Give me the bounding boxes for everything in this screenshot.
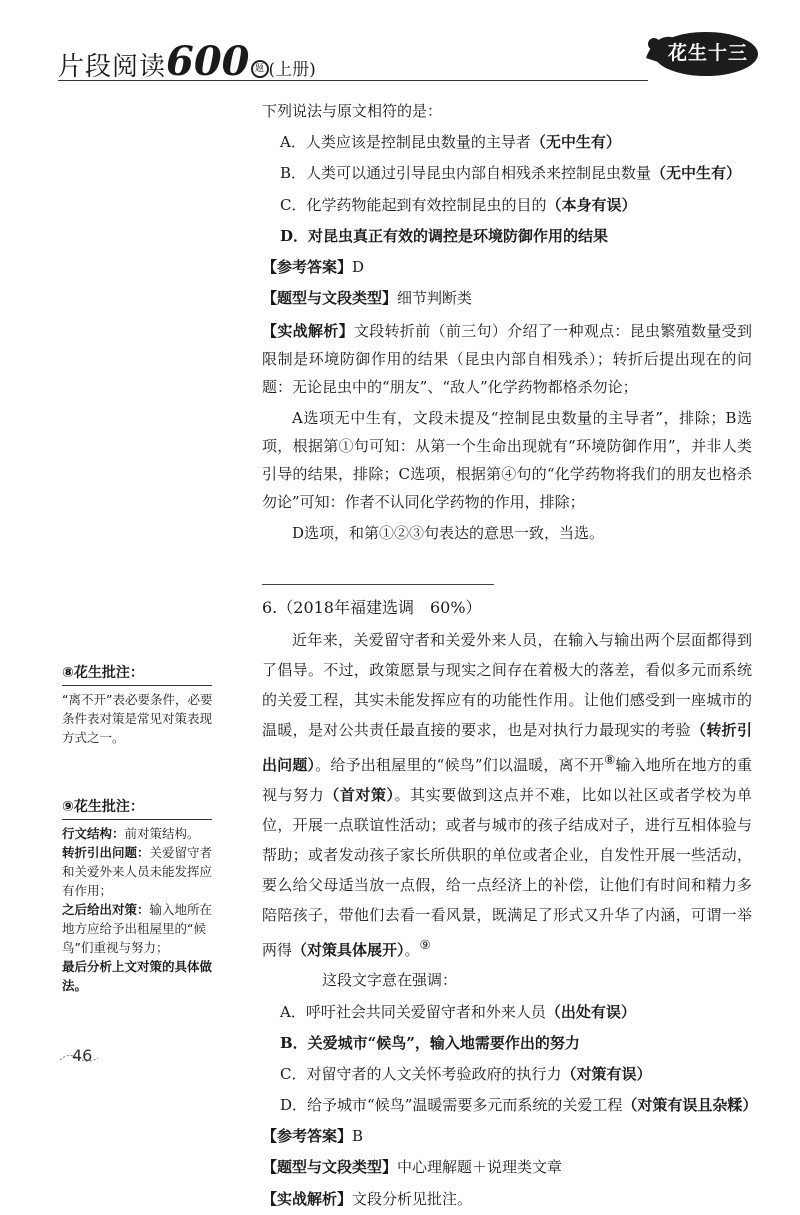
book-title xyxy=(58,38,316,85)
q6-answer: 【参考答案】B xyxy=(262,1127,364,1146)
side-note-8-body: “离不开”表必要条件，必要条件表对策是常见对策表现方式之一。 xyxy=(62,692,213,745)
side-note-9 xyxy=(62,798,222,995)
side-note-9-item: 最后分析上文对策的具体做法。 xyxy=(62,959,213,993)
author-badge xyxy=(636,28,760,80)
badge-label: 花生十三 xyxy=(667,42,748,64)
side-note-9-item: 行文结构：前对策结构。 xyxy=(62,826,200,841)
q6-option-b: B．关爱城市“候鸟”，输入地需要作出的努力 xyxy=(280,1033,580,1052)
q5-analysis-2: A选项无中生有，文段未提及“控制昆虫数量的主导者”，排除；B选项，根据第①句可知：从第一个生命出现就有“环境防御作用”，并非人类引导的结果，排除；C选项，根据第④句的“化学药物将我们的朋友也格杀勿论”可知：作者不认同化学药物的作用，排除； xyxy=(262,409,752,512)
book-title-main: 片段阅读 xyxy=(58,52,167,82)
page-number: 46 xyxy=(72,1046,93,1065)
q5-analysis-1: 【实战解析】文段转折前（前三句）介绍了一种观点：昆虫繁殖数量受到限制是环境防御作用的结果（昆虫内部自相残杀）；转折后提出现在的问题：无论昆虫中的“朋友”、“敌人”化学药物都格杀勿论； xyxy=(262,322,752,397)
side-note-9-item: 之后给出对策：输入地所在地方应给予出租屋里的“候鸟”们重视与努力； xyxy=(62,902,213,955)
section-rule xyxy=(262,584,494,585)
side-note-9-item: 转折引出问题：关爱留守者和关爱外来人员未能发挥应有作用； xyxy=(62,845,213,898)
q6-option-a: A．呼吁社会共同关爱留守者和外来人员（出处有误） xyxy=(280,1002,636,1021)
q5-option-d: D．对昆虫真正有效的调控是环境防御作用的结果 xyxy=(280,226,609,245)
q5-stem: 下列说法与原文相符的是： xyxy=(262,102,443,120)
side-note-8-title: ⑧花生批注： xyxy=(62,664,212,686)
side-note-9-body xyxy=(62,824,222,995)
book-title-number: 600 xyxy=(166,38,250,85)
q5-option-a: A．人类应该是控制昆虫数量的主导者（无中生有） xyxy=(280,133,621,152)
q5-answer: 【参考答案】D xyxy=(262,257,365,276)
q5-type: 【题型与文段类型】细节判断类 xyxy=(262,289,473,308)
q6-number: 6.（2018年福建选调 60%） xyxy=(262,598,482,618)
book-title-dot: 题 xyxy=(251,60,269,78)
main-column xyxy=(262,96,758,1215)
q5-option-b: B．人类可以通过引导昆虫内部自相残杀来控制昆虫数量（无中生有） xyxy=(280,164,742,183)
q6-analysis: 【实战解析】文段分析见批注。 xyxy=(262,1189,473,1208)
page-number-deco-icon xyxy=(58,1050,138,1064)
q6-option-d: D．给予城市“候鸟”温暖需要多元而系统的关爱工程（对策有误且杂糅） xyxy=(280,1096,758,1115)
q6-passage: 近年来，关爱留守者和关爱外来人员，在输入与输出两个层面都得到了倡导。不过，政策愿景与现实之间存在着极大的落差，看似多元而系统的关爱工程，其实未能发挥应有的功能性作用。让他们感受到一座城市的温暖，是对公共责任最直接的要求，也是对执行力最现实的考验（转折引出问题）。给予出租屋里的“候鸟”们以温暖，离不开⑧输入地所在地方的重视与努力（首对策）。其实要做到这点并不难，比如以社区或者学校为单位，开展一点联谊性活动；或者与城市的孩子结成对子，进行互相体验与帮助；或者发动孩子家长所供职的单位或者企业，自发性开展一些活动，要么给父母适当放一点假，给一点经济上的补偿，让他们有时间和精力多陪陪孩子，带他们去看一看风景，既满足了形式又升华了内涵，可谓一举两得（对策具体展开）。⑨ xyxy=(262,631,752,960)
q6-option-c: C．对留守者的人文关怀考验政府的执行力（对策有误） xyxy=(280,1064,652,1083)
q5-analysis-3: D选项，和第①②③句表达的意思一致，当选。 xyxy=(292,524,605,543)
header-rule xyxy=(58,80,648,81)
q6-stem: 这段文字意在强调： xyxy=(322,971,458,990)
section-gap xyxy=(262,550,752,580)
q5-option-c: C．化学药物能起到有效控制昆虫的目的（本身有误） xyxy=(280,195,637,214)
side-note-8 xyxy=(62,664,222,747)
side-note-9-title: ⑨花生批注： xyxy=(62,798,212,820)
q6-type: 【题型与文段类型】中心理解题＋说理类文章 xyxy=(262,1158,563,1177)
book-title-volume: (上册) xyxy=(268,60,316,80)
